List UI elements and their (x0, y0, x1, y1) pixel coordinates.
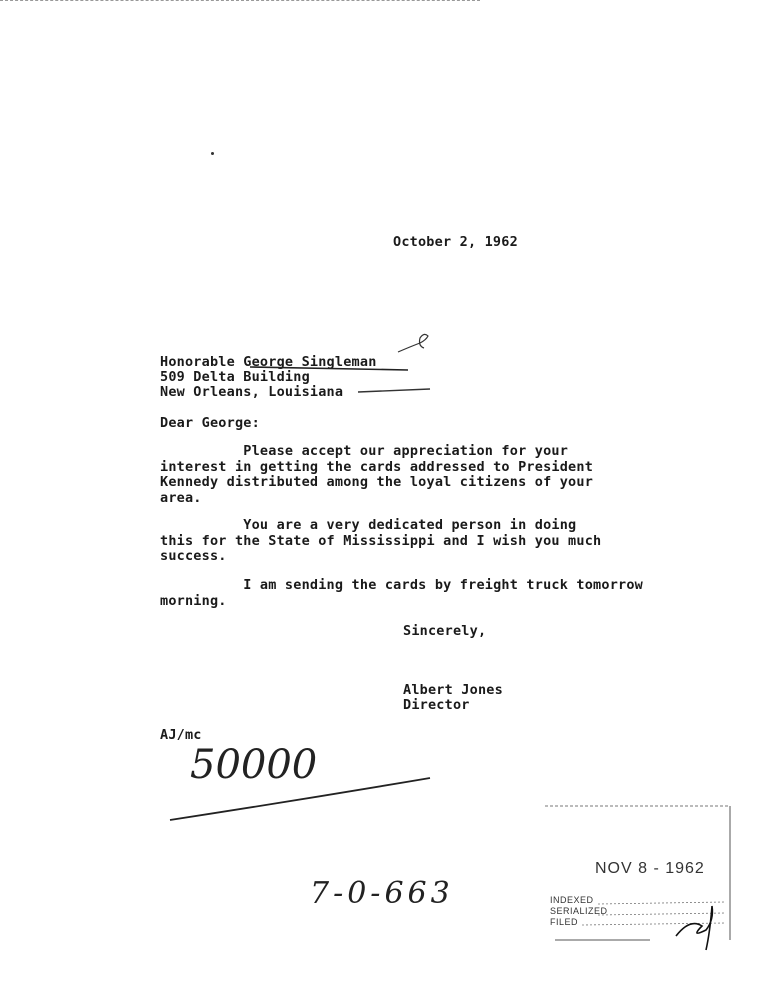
closing: Sincerely, (403, 623, 487, 639)
handwritten-amount: 50000 (190, 742, 318, 788)
recipient-street: 509 Delta Building (160, 369, 310, 385)
recipient-city: New Orleans, Louisiana (160, 384, 344, 400)
stamp-date: NOV 8 - 1962 (595, 860, 705, 877)
typist-initials: AJ/mc (160, 727, 202, 743)
paragraph-1: Please accept our appreciation for your interest in getting the cards addressed to President Kennedy distributed among the loyal citizens of your area. (160, 443, 594, 506)
stamp-filed-label: FILED (550, 917, 579, 927)
signer-name: Albert Jones (403, 682, 503, 698)
signer-title: Director (403, 697, 470, 713)
stamp-indexed-label: INDEXED (550, 895, 594, 905)
handwritten-file-number: 7-0-663 (310, 876, 454, 911)
stamp-serialized-label: SERIALIZED (550, 906, 608, 916)
paragraph-3: I am sending the cards by freight truck tomorrow morning. (160, 577, 644, 609)
salutation: Dear George: (160, 415, 260, 431)
letter-date: October 2, 1962 (393, 234, 518, 250)
recipient-name: Honorable George Singleman (160, 354, 377, 370)
paragraph-2: You are a very dedicated person in doing this for the State of Mississippi and I wish you much success. (160, 517, 602, 564)
